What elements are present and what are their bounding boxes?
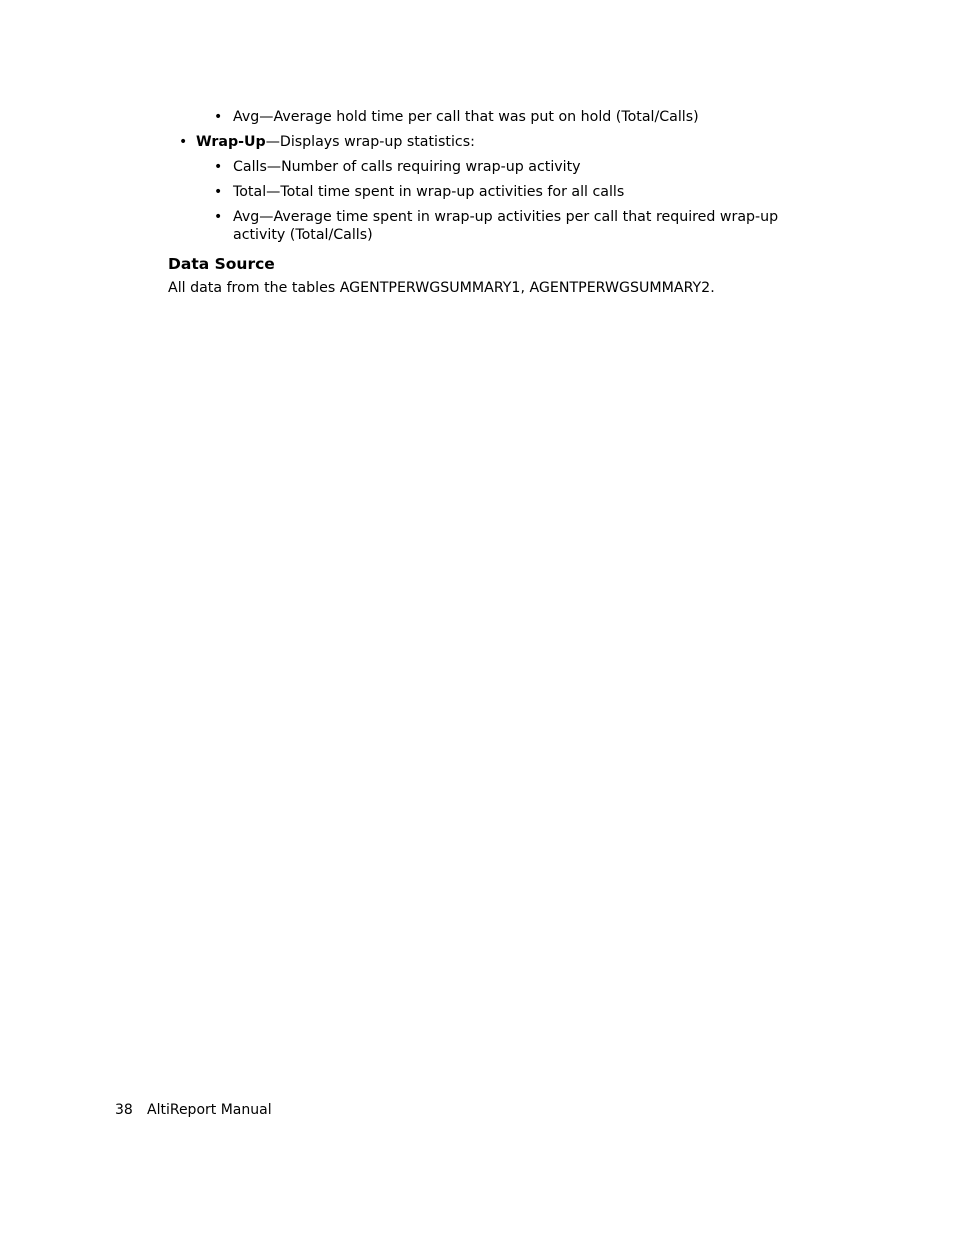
page-number: 38 [115, 1102, 133, 1118]
wrapup-description: —Displays wrap-up statistics: [265, 134, 475, 150]
bullet-icon: • [214, 159, 223, 175]
data-source-body: All data from the tables AGENTPERWGSUMMARY1, AGENTPERWGSUMMARY2. [168, 280, 715, 296]
data-source-heading: Data Source [168, 255, 275, 273]
wrapup-avg-text-line1: Avg—Average time spent in wrap-up activities per call that required wrap-up [233, 209, 779, 225]
hold-avg-text: Avg—Average hold time per call that was put on hold (Total/Calls) [233, 109, 699, 125]
wrapup-line [196, 133, 475, 151]
bullet-icon: • [214, 109, 223, 125]
wrapup-total-text: Total—Total time spent in wrap-up activities for all calls [233, 184, 625, 200]
wrapup-avg-text-line2: activity (Total/Calls) [233, 227, 373, 243]
wrapup-calls-text: Calls—Number of calls requiring wrap-up activity [233, 159, 581, 175]
bullet-icon: • [214, 209, 223, 225]
wrapup-label: Wrap-Up [196, 134, 266, 150]
bullet-icon: • [179, 134, 188, 150]
bullet-icon: • [214, 184, 223, 200]
footer-title: AltiReport Manual [147, 1102, 272, 1118]
